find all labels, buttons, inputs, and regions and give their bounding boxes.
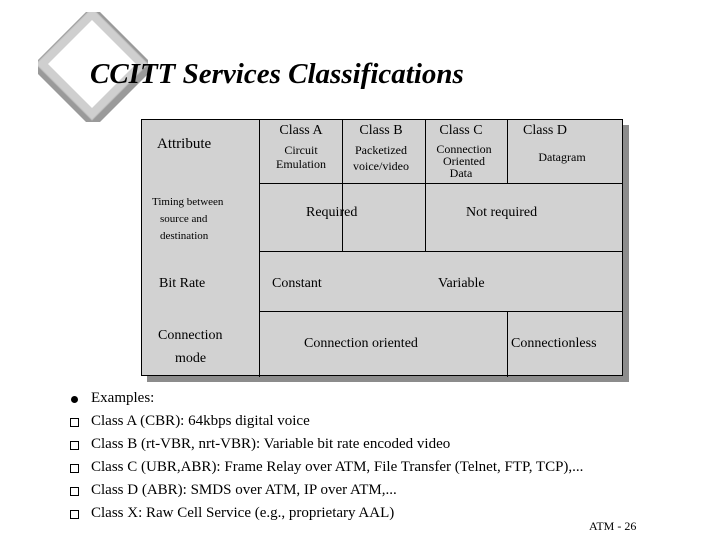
bit-rate-constant-value: Constant <box>272 276 322 291</box>
row-label-line: mode <box>175 351 207 366</box>
grid-line <box>259 251 623 252</box>
class-b-desc-line: voice/video <box>353 159 409 173</box>
class-d-header: Class D <box>523 123 567 138</box>
class-b-header: Class B <box>359 123 403 138</box>
class-c-desc-line: Data <box>449 166 473 180</box>
row-label-line: Bit Rate <box>159 276 206 291</box>
connection-oriented-value: Connection oriented <box>304 336 418 351</box>
list-item-text: Class D (ABR): SMDS over ATM, IP over ATM,... <box>91 482 397 498</box>
class-a-header: Class A <box>279 123 323 138</box>
connectionless-value: Connectionless <box>511 336 597 351</box>
list-item-text: Class A (CBR): 64kbps digital voice <box>91 413 310 429</box>
slide-title: CCITT Services Classifications <box>90 58 464 90</box>
class-a-desc-line: Emulation <box>276 157 326 171</box>
slide-footer: ATM - 26 <box>589 519 637 533</box>
class-c-desc-line: Oriented <box>443 154 485 168</box>
list-item-text: Class B (rt-VBR, nrt-VBR): Variable bit rate encoded video <box>91 436 451 452</box>
attribute-header: Attribute <box>157 136 212 152</box>
list-item-text: Class X: Raw Cell Service (e.g., proprietary AAL) <box>91 505 395 521</box>
list-item-text: Class C (UBR,ABR): Frame Relay over ATM, File Transfer (Telnet, FTP, TCP),... <box>91 459 584 475</box>
class-b-desc-line: Packetized <box>355 143 407 157</box>
grid-line <box>259 183 623 184</box>
bullet-square-icon <box>70 463 80 473</box>
class-c-desc-line: Connection <box>436 142 492 156</box>
bullet-circle-icon <box>70 394 80 404</box>
row-label-line: source and <box>160 213 208 225</box>
bullet-square-icon <box>70 440 80 450</box>
list-item-text: Examples: <box>91 390 155 406</box>
grid-line <box>425 120 426 251</box>
timing-required-value: Required <box>306 205 358 220</box>
grid-line <box>342 120 343 251</box>
row-label-line: destination <box>160 230 209 242</box>
class-d-desc-line: Datagram <box>538 150 586 164</box>
bit-rate-variable-value: Variable <box>438 276 485 291</box>
grid-line <box>507 311 508 377</box>
bullet-square-icon <box>70 509 80 519</box>
bullet-square-icon <box>70 417 80 427</box>
row-label-line: Connection <box>158 328 223 343</box>
class-a-desc-line: Circuit <box>284 143 318 157</box>
row-label-line: Timing between <box>152 196 224 208</box>
grid-line <box>259 311 623 312</box>
timing-not-required-value: Not required <box>466 205 538 220</box>
bullet-square-icon <box>70 486 80 496</box>
class-c-header: Class C <box>439 123 483 138</box>
